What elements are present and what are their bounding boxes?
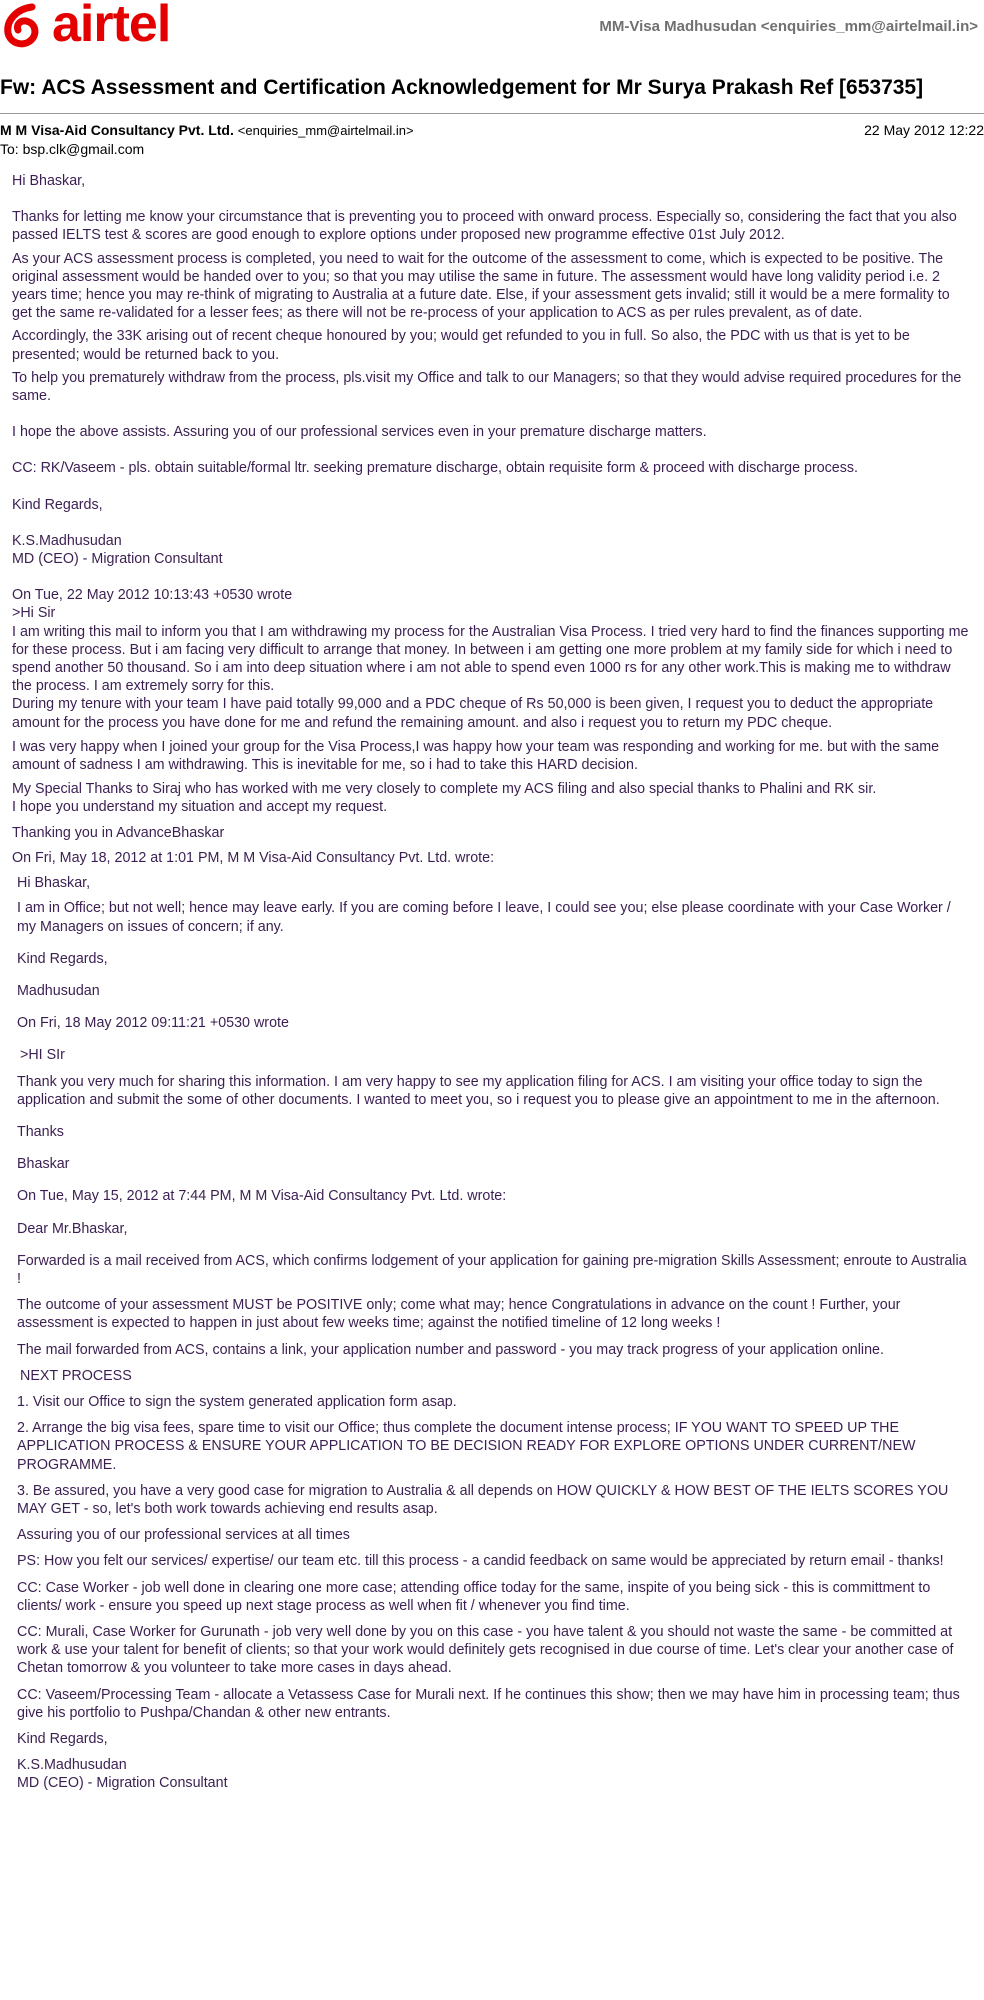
- quote-paragraph: The outcome of your assessment MUST be POSITIVE only; come what may; hence Congratulations in advance on the count ! Further, your assessment is expected to happen in just about few weeks time; against the notified timeline of 12 long weeks !: [17, 1297, 901, 1332]
- quote-header: On Fri, May 18, 2012 at 1:01 PM, M M Visa-Aid Consultancy Pvt. Ltd. wrote:: [12, 849, 495, 866]
- body-paragraph: I hope the above assists. Assuring you of our professional services even in your premature discharge matters.: [12, 424, 707, 441]
- quote-closing: Kind Regards,: [17, 950, 108, 967]
- quoted-message: [12, 586, 972, 867]
- quote-greeting: >Hi Sir: [12, 605, 56, 622]
- quote-paragraph: Thanking you in AdvanceBhaskar: [12, 824, 225, 841]
- quote-closing: Kind Regards,: [17, 1731, 108, 1747]
- greeting: Hi Bhaskar,: [12, 173, 86, 189]
- body-paragraph: CC: RK/Vaseem - pls. obtain suitable/formal ltr. seeking premature discharge, obtain requisite form & proceed with discharge process.: [12, 460, 859, 477]
- sender-address[interactable]: <enquiries_mm@airtelmail.in>: [237, 123, 414, 138]
- quote-paragraph: I am in Office; but not well; hence may leave early. If you are coming before I leave, I could see you; else please coordinate with your Case Worker / my Managers on issues of concern; if any.: [17, 900, 951, 935]
- body-paragraph: To help you prematurely withdraw from the process, pls.visit my Office and talk to our Managers; so that they would advise required procedures for the same.: [12, 369, 962, 405]
- sender-name: M M Visa-Aid Consultancy Pvt. Ltd.: [0, 122, 234, 138]
- step-item: 2. Arrange the big visa fees, spare time to visit our Office; thus complete the document intense process; IF YOU WANT TO SPEED UP THE APPLICATION PROCESS & ENSURE YOUR APPLICATION TO BE DECISION READY FOR EXPLORE OPTIONS UNDER CURRENT/NEW PROGRAMME.: [17, 1420, 916, 1473]
- quote-paragraph: I was very happy when I joined your group for the Visa Process,I was happy how your team was responding and working for me. but with the same amount of sadness I am withdrawing. This is inevitable for me, so i had to take this HARD decision.: [12, 738, 940, 774]
- quote-paragraph: The mail forwarded from ACS, contains a link, your application number and password - you may track progress of your application online.: [17, 1341, 884, 1358]
- quote-paragraph: Thank you very much for sharing this information. I am very happy to see my application filing for ACS. I am visiting your office today to sign the application and submit the some of other documents. I wanted to meet you, so i request you to please give an appointment to me in the afternoon.: [17, 1073, 940, 1108]
- body-paragraph: As your ACS assessment process is completed, you need to wait for the outcome of the assessment to come, which is expected to be positive. The original assessment would be handed over to you; so that you may utilise the same in future. The assessment would have long validity period i.e. 2 years time; hence you may re-think of migrating to Australia at a future date. Else, if your assessment gets invalid; still it would be a mere formality to get the same re-validated for a lesser fees; as there will not be re-process of your application to ACS as per rules prevalent, as of date.: [12, 250, 950, 322]
- quote-signature: Bhaskar: [17, 1156, 70, 1173]
- airtel-logo: [2, 0, 171, 53]
- quote-greeting: Hi Bhaskar,: [17, 875, 91, 892]
- quote-signature-name: K.S.Madhusudan: [17, 1757, 127, 1774]
- step-item: 1. Visit our Office to sign the system generated application form asap.: [17, 1393, 457, 1410]
- quote-paragraph: PS: How you felt our services/ expertise/ our team etc. till this process - a candid feedback on same would be appreciated by return email - thanks!: [17, 1553, 944, 1570]
- quote-paragraph: During my tenure with your team I have paid totally 99,000 and a PDC cheque of Rs 50,000 is been given, I request you to deduct the appropriate amount for the process you have done for me and refund the remaining amount. and also i request you to return my PDC cheque.: [12, 696, 934, 731]
- quote-paragraph: Assuring you of our professional services at all times: [17, 1527, 350, 1544]
- email-subject: Fw: ACS Assessment and Certification Acknowledgement for Mr Surya Prakash Ref [653735]: [0, 76, 924, 99]
- account-label: MM-Visa Madhusudan <enquiries_mm@airtelmail.in>: [599, 18, 978, 35]
- airtel-swirl-icon: [2, 3, 46, 49]
- quote-signature-title: MD (CEO) - Migration Consultant: [17, 1775, 228, 1792]
- recipient-line: To: bsp.clk@gmail.com: [0, 141, 145, 157]
- email-body: [12, 172, 972, 1793]
- quote-header: On Fri, 18 May 2012 09:11:21 +0530 wrote: [17, 1015, 289, 1032]
- airtel-wordmark: airtel: [52, 0, 171, 53]
- quote-header: On Tue, May 15, 2012 at 7:44 PM, M M Visa-Aid Consultancy Pvt. Ltd. wrote:: [17, 1188, 507, 1205]
- section-heading: NEXT PROCESS: [20, 1367, 132, 1384]
- quote-greeting: >HI SIr: [20, 1047, 65, 1064]
- email-date: 22 May 2012 12:22: [864, 122, 984, 138]
- step-item: 3. Be assured, you have a very good case for migration to Australia & all depends on HOW QUICKLY & HOW BEST OF THE IELTS SCORES YOU MAY GET - so, let's both work towards achieving end results asap.: [17, 1482, 949, 1517]
- sender-line: [0, 122, 414, 138]
- header-divider: [0, 113, 984, 114]
- quote-paragraph: CC: Case Worker - job well done in clearing one more case; attending office today for the same, inspite of you being sick - this is committment to clients/ work - ensure you speed up next stage process as well when fit / whenever you find time.: [17, 1579, 931, 1614]
- quote-paragraph: CC: Murali, Case Worker for Gurunath - job very well done by you on this case - you have talent & you should not waste the same - be committed at work & use your talent for benefit of clients; so that your work would definitely gets recognised in due course of time. Let's clear your another case of Chetan tomorrow & you volunteer to take more cases in days ahead.: [17, 1623, 954, 1677]
- quote-paragraph: I am writing this mail to inform you that I am withdrawing my process for the Australian Visa Process. I tried very hard to find the finances supporting me for these process. But i am facing very difficult to arrange that money. In between i am getting one more problem at my family side for which i need to spend another 50 thousand. So i am into deep situation where i am not able to spend even 1000 rs for any other work.This is making me to withdraw the process. I am extremely sorry for this.: [12, 623, 969, 695]
- quote-header: On Tue, 22 May 2012 10:13:43 +0530 wrote: [12, 587, 293, 604]
- quote-paragraph: My Special Thanks to Siraj who has worked with me very closely to complete my ACS filing and also special thanks to Phalini and RK sir.: [12, 781, 877, 798]
- quote-paragraph: Forwarded is a mail received from ACS, which confirms lodgement of your application for gaining pre-migration Skills Assessment; enroute to Australia !: [17, 1252, 967, 1287]
- quote-closing: Thanks: [17, 1123, 64, 1140]
- signature-title: MD (CEO) - Migration Consultant: [12, 551, 223, 568]
- body-paragraph: Accordingly, the 33K arising out of recent cheque honoured by you; would get refunded to you in full. So also, the PDC with us that is yet to be presented; would be returned back to you.: [12, 328, 910, 363]
- quote-paragraph: CC: Vaseem/Processing Team - allocate a Vetassess Case for Murali next. If he continues this show; then we may have him in processing team; thus give his portfolio to Pushpa/Chandan & other new entrants.: [17, 1686, 960, 1721]
- closing: Kind Regards,: [12, 496, 103, 513]
- quote-paragraph: I hope you understand my situation and accept my request.: [12, 799, 388, 816]
- quoted-message: [17, 874, 972, 1793]
- quote-signature: Madhusudan: [17, 982, 100, 999]
- quote-greeting: Dear Mr.Bhaskar,: [17, 1220, 128, 1237]
- body-paragraph: Thanks for letting me know your circumstance that is preventing you to proceed with onward process. Especially so, considering the fact that you also passed IELTS test & scores are good enough to explore options under proposed new programme effective 01st July 2012.: [12, 209, 957, 244]
- header-bar: [0, 0, 984, 70]
- signature-name: K.S.Madhusudan: [12, 532, 122, 549]
